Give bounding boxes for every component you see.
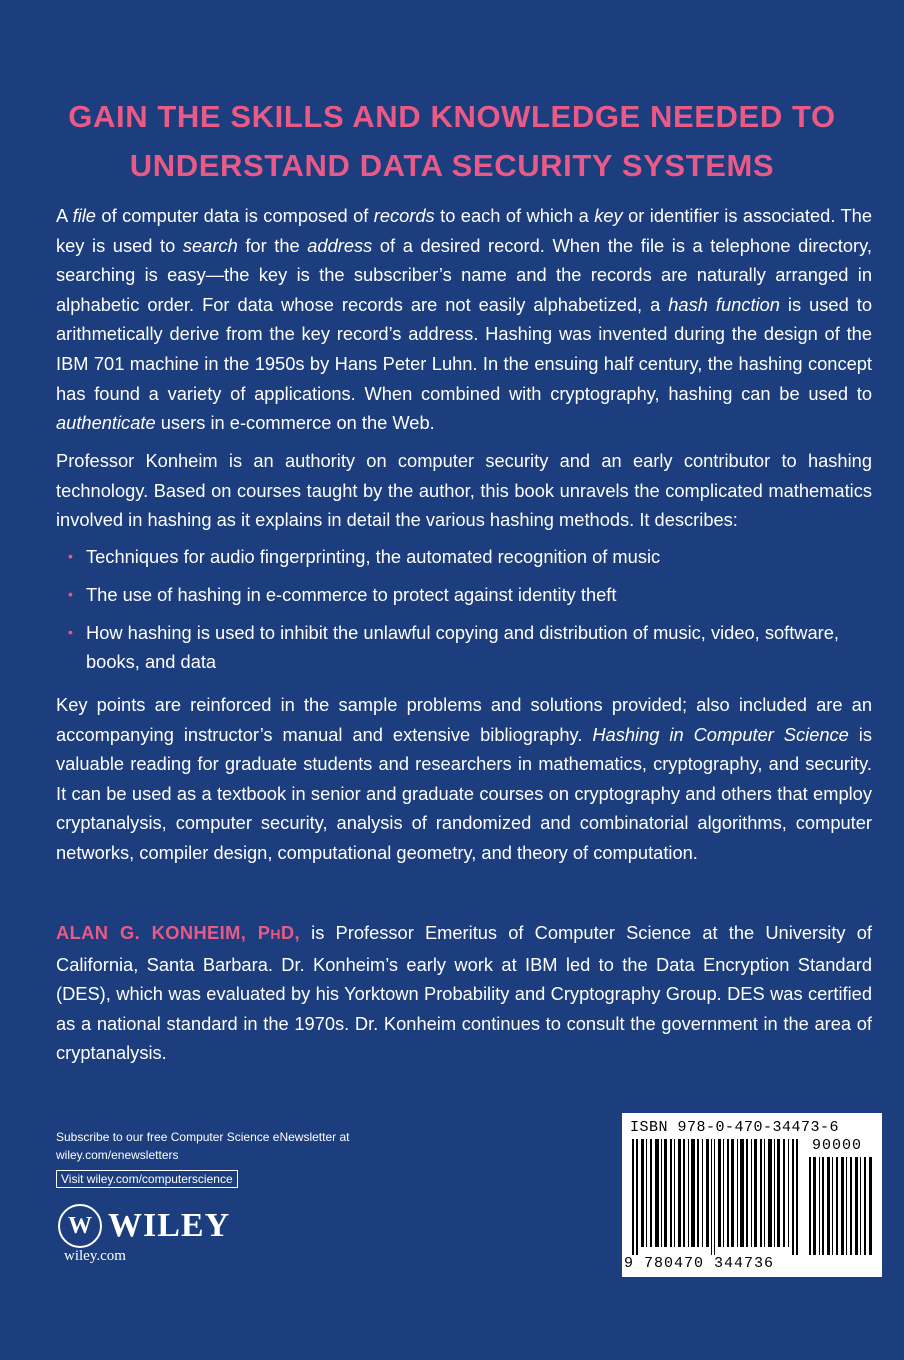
summary-paragraph	[56, 690, 872, 868]
book-title: Hashing in Computer Science	[592, 723, 849, 745]
intro-text: is used to arithmetically derive from the key record’s address. Hashing was invented during the design of the IBM 701 machine in the 1950s by Hans Peter Luhn. In the ensuing half century, the hashing concept has found a variety of applications. When combined with cryptography, hashing can be used to	[56, 293, 872, 404]
isbn-barcode	[622, 1113, 882, 1277]
list-item: • The use of hashing in e-commerce to protect against identity theft	[68, 580, 848, 609]
author-bio-text: is Professor Emeritus of Computer Science at the University of California, Santa Barbara. Dr. Konheim’s early work at IBM led to the Data Encryption Standard (DES), which was evaluated by his Yorktown Probability and Cryptography Group. DES was certified as a national standard in the 1970s. Dr. Konheim continues to consult the government in the area of cryptanalysis.	[56, 922, 872, 1064]
headline	[40, 92, 864, 190]
publisher-logo	[58, 1204, 230, 1248]
intro-emphasis: authenticate	[56, 412, 156, 434]
author-name	[56, 922, 300, 943]
intro-text: A	[56, 205, 73, 226]
author-degree-smallcap: H	[270, 926, 281, 942]
barcode-bars-icon	[630, 1139, 802, 1255]
intro-text: for the	[237, 234, 308, 256]
intro-text: or identifier is associated. The key is used to	[56, 205, 872, 256]
intro-paragraph	[56, 201, 872, 438]
intro-text: users in e-commerce on the Web.	[155, 412, 435, 434]
author-intro-paragraph: Professor Konheim is an authority on computer security and an early contributor to hashing technology. Based on courses taught by the author, this book unravels the complicated mathematics involved in hashing as it explains in detail the various hashing methods. It describes:	[56, 450, 872, 531]
newsletter-note: Subscribe to our free Computer Science eNewsletter at wiley.com/enewsletters	[56, 1130, 350, 1162]
author-name-text: ALAN G. KONHEIM, P	[56, 922, 271, 943]
summary-text: is valuable reading for graduate students and researchers in mathematics, cryptography, and security. It can be used as a textbook in senior and graduate courses on cryptography and others that employ cryptanalysis, computer security, analysis of randomized and combinatorial algorithms, computer networks, compiler design, computational geometry, and theory of computation.	[56, 723, 873, 863]
intro-emphasis: address	[307, 234, 373, 256]
list-item: • Techniques for audio fingerprinting, the automated recognition of music	[68, 542, 848, 571]
addon-bars-icon	[808, 1157, 874, 1255]
ean-text: 9 780470 344736	[624, 1255, 775, 1272]
intro-emphasis: search	[182, 234, 238, 256]
author-bio	[56, 918, 872, 1068]
summary-text: Key points are reinforced in the sample problems and solutions provided; also included are an accompanying instructor’s manual and extensive bibliography.	[56, 694, 872, 745]
feature-list	[68, 542, 848, 685]
headline-line-1: GAIN THE SKILLS AND KNOWLEDGE NEEDED TO	[68, 99, 836, 134]
intro-emphasis: file	[72, 205, 96, 226]
wiley-seal-icon: W	[58, 1204, 102, 1248]
intro-text: of a desired record. When the file is a telephone directory, searching is easy—the key is the subscriber’s name and the records are naturally arranged in alphabetic order. For data whose records are not easily alphabetized, a	[56, 234, 872, 315]
intro-emphasis: key	[594, 205, 623, 226]
price-addon-text: 90000	[812, 1137, 863, 1154]
isbn-text: ISBN 978-0-470-34473-6	[630, 1119, 840, 1136]
logo-wordmark: WILEY	[108, 1207, 231, 1244]
visit-link[interactable]: Visit wiley.com/computerscience	[56, 1170, 238, 1188]
intro-text: of computer data is composed of	[95, 205, 374, 226]
headline-line-2: UNDERSTAND DATA SECURITY SYSTEMS	[129, 148, 775, 183]
intro-text: to each of which a	[434, 205, 595, 226]
publisher-url: wiley.com	[64, 1248, 126, 1264]
intro-emphasis: records	[373, 205, 435, 226]
list-item: • How hashing is used to inhibit the unlawful copying and distribution of music, video, software, books, and data	[68, 618, 848, 676]
intro-emphasis: hash function	[668, 293, 780, 315]
author-degree-end: D,	[280, 922, 300, 943]
